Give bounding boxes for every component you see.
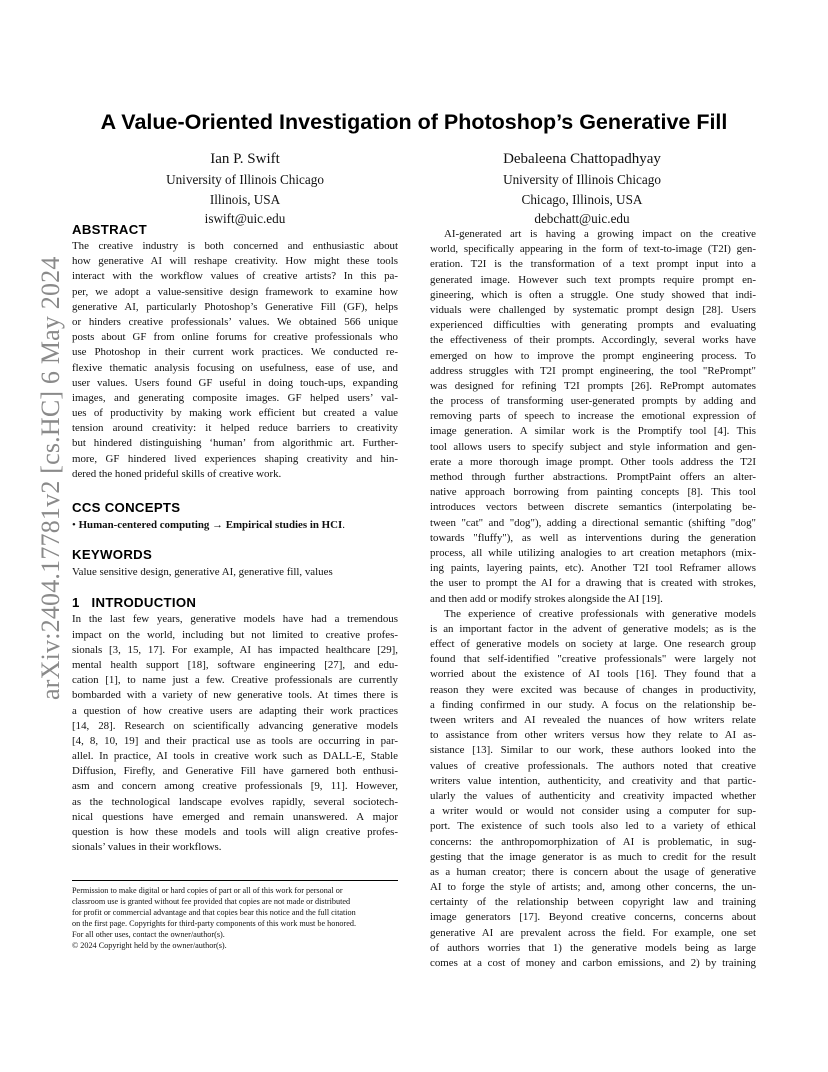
body-line: as a human creator; there is concern about the usage of generative xyxy=(430,865,756,878)
author-block-2 xyxy=(432,148,732,229)
abstract-line: but hindered distinguishing ‘human’ from algorithmic art. Further- xyxy=(72,437,398,450)
ccs-concept-line xyxy=(72,518,398,533)
author-affiliation: University of Illinois Chicago xyxy=(503,172,661,187)
intro-line: nical questions have emerged and remain unanswered. A major xyxy=(72,810,398,823)
author-name: Debaleena Chattopadhyay xyxy=(503,151,661,167)
body-line: image generators [17]. Beyond creative concerns, concerns about xyxy=(430,911,756,924)
body-line: AI to forge the style of artists; and, among other concerns, the un- xyxy=(430,881,756,894)
body-line: The experience of creative professionals with generative models xyxy=(444,607,756,620)
body-line: emerged on how to improve the prompt engineering process. To xyxy=(430,349,756,362)
intro-line: mental health support [18], software engineering [27], and edu- xyxy=(72,658,398,671)
abstract-line: images, and generating composite images. GF helped users’ val- xyxy=(72,391,398,404)
arxiv-stamp: arXiv:2404.17781v2 [cs.HC] 6 May 2024 xyxy=(36,256,65,700)
abstract-heading: ABSTRACT xyxy=(72,222,147,237)
footnote-line: classroom use is granted without fee provided that copies are not made or distributed xyxy=(72,897,351,906)
keywords-heading: KEYWORDS xyxy=(72,547,153,563)
intro-line: as the technological landscape evolves rapidly, several sociotech- xyxy=(72,795,398,808)
keywords-text: Value sensitive design, generative AI, generative fill, values xyxy=(72,566,333,579)
body-line: introduces vectors between discrete semantics (interpolating be- xyxy=(430,501,756,514)
body-line: sistance [13]. Similar to our work, these authors looked into the xyxy=(430,744,756,757)
intro-line: In the last few years, generative models have had a tremendous xyxy=(72,613,398,626)
footnote-line: on the first page. Copyrights for third-party components of this work must be honored. xyxy=(72,919,357,928)
body-line: a writer would or would not consider using a computer for sup- xyxy=(430,805,756,818)
intro-line: question is how these models and tools will align creative profes- xyxy=(72,826,398,838)
abstract-line: flexive thematic analysis focusing on usefulness, ease of use, and xyxy=(72,361,398,374)
intro-line: a question of how creative users are adapting their work practices xyxy=(72,704,398,717)
author-affiliation: University of Illinois Chicago xyxy=(166,172,324,187)
paper-title: A Value-Oriented Investigation of Photoshop’s Generative Fill xyxy=(100,110,728,134)
copyright-footnote xyxy=(72,880,398,951)
body-line: writers value intention, authenticity, and creativity and that partic- xyxy=(430,774,756,787)
body-line: ing paints, layering paints, etc). Another T2I tool Reframer allows xyxy=(430,562,756,575)
body-line: reason they were excited was because of changes in productivity, xyxy=(430,683,756,696)
body-line: a finding confirmed in our study. A focus on the relationship be- xyxy=(430,698,756,711)
body-line: concerns: the anthropomorphization of AI is problematic, in sug- xyxy=(430,835,756,848)
abstract-line: generative AI, particularly Photoshop’s Generative Fill (GF), helps xyxy=(72,300,398,313)
author-email: iswift@uic.edu xyxy=(204,211,286,226)
abstract-line: how generative AI will reshape creativity. How might these tools xyxy=(72,255,398,268)
footnote-line: for profit or commercial advantage and that copies bear this notice and the full citation xyxy=(72,908,356,917)
body-line: generative AI are prevalent across the field. For example, one set xyxy=(430,926,756,939)
intro-line: sionals [3, 15, 17]. For example, AI has impacted healthcare [29], xyxy=(72,643,398,656)
body-line: the user to prompt the AI for a drawing that is created with strokes, xyxy=(430,577,756,590)
body-line: was designed for refining T2I prompts [26]. RePrompt automates xyxy=(430,379,756,392)
intro-line: [4, 8, 10, 19] and their practical use as tools are occurring in par- xyxy=(72,734,398,747)
abstract-line: dered the honed prideful skills of creative work. xyxy=(72,467,282,480)
body-line: method through further abstractions. PromptPaint offers an alter- xyxy=(430,471,756,483)
body-line: gineering, which is often a struggle. One study showed that indi- xyxy=(430,288,756,301)
abstract-line: interact with the workflow values of creative artists? In this pa- xyxy=(72,270,398,283)
author-location: Chicago, Illinois, USA xyxy=(521,191,643,207)
bullet: • xyxy=(72,519,76,531)
footnote-line: For all other uses, contact the owner/author(s). xyxy=(72,930,225,939)
body-line: gesting that the image generator is as much to credit for the result xyxy=(430,850,756,863)
ccs-heading: CCS CONCEPTS xyxy=(72,500,181,515)
body-line: address struggles with T2I prompt engineering, the tool "RePrompt" xyxy=(430,364,756,377)
ccs-item-b: Empirical studies in HCI xyxy=(225,519,343,531)
intro-line: [14, 28]. Research on scientifically advancing generative models xyxy=(72,719,398,732)
body-line: AI-generated art is having a growing impact on the creative xyxy=(444,228,756,240)
intro-line: sionals’ values in their workflows. xyxy=(72,841,222,854)
intro-body xyxy=(72,612,398,855)
footnote-line: Permission to make digital or hard copies of part or all of this work for personal or xyxy=(72,886,343,895)
body-line: worried about the existence of AI tools [16]. They found that a xyxy=(430,668,756,681)
right-paragraph-2 xyxy=(430,607,756,972)
abstract-line: ues of productivity by making work efficient but created a value xyxy=(72,407,398,420)
body-line: the process of transforming user-generated prompts by adding and xyxy=(430,395,756,408)
arrow-icon: → xyxy=(212,519,223,531)
abstract-line: per, we adopt a value-sensitive design framework to examine how xyxy=(72,285,398,298)
abstract-line: user values. Users found GF useful in doing touch-ups, expanding xyxy=(72,376,398,389)
abstract-line: posts about GF from online forums for creative professionals who xyxy=(72,331,398,344)
abstract-line: more, GF hindered lived experiences shaping creativity and hin- xyxy=(72,452,398,465)
right-column xyxy=(430,227,756,971)
body-line: values of creative professionals. The authors noted that creative xyxy=(430,759,756,772)
body-line: is an important factor in the advent of generative models; as is the xyxy=(430,622,756,635)
body-line: removing parts of speech to increase the emotional expression of xyxy=(430,410,756,423)
body-line: process, all while utilizing analogies to art creation metaphors (mix- xyxy=(430,546,756,559)
body-line: world, specifically appearing in the form of text-to-image (T2I) gen- xyxy=(430,243,756,256)
body-line: effect of generative models on society at large. One research group xyxy=(430,638,756,651)
body-line: tween writers and AI revealed the nuances of how writers relate xyxy=(430,714,756,726)
body-line: eration. T2I is the transformation of a text prompt input into a xyxy=(430,258,756,271)
body-line: tween "cat" and "dog"), adding a directional semantic (shifting "dog" xyxy=(430,516,756,529)
author-name: Ian P. Swift xyxy=(210,151,280,167)
body-line: generated image. However such text prompts require prompt en- xyxy=(430,273,756,286)
body-line: to assistance from other writers versus how they relate to AI as- xyxy=(430,729,756,742)
intro-line: impact on the world, including but not limited to creative profes- xyxy=(72,628,398,641)
body-line: found that self-identified "creative professionals" were largely not xyxy=(430,653,756,666)
body-line: comes at a cost of money and carbon emissions, and 2) by training xyxy=(430,957,756,969)
intro-line: cation [1], to name just a few. Creative professionals are currently xyxy=(72,674,398,687)
body-line: certainty of the relationship between copyright law and training xyxy=(430,896,756,909)
author-block-1 xyxy=(95,148,395,229)
intro-heading: 1 INTRODUCTION xyxy=(72,595,197,611)
body-line: viduals were challenged by systematic prompt design [28]. Users xyxy=(430,303,756,316)
author-email: debchatt@uic.edu xyxy=(534,211,630,226)
abstract-body xyxy=(72,239,398,482)
intro-line: asm and concern among creative professionals [9, 11]. However, xyxy=(72,780,398,793)
body-line: port. The existence of such tools also led to a variety of ethical xyxy=(430,820,756,833)
ccs-item-a: Human-centered computing xyxy=(78,519,210,531)
body-line: image generation. A similar work is the Promptify tool [4]. This xyxy=(430,425,756,438)
ccs-end: . xyxy=(342,519,345,531)
left-column xyxy=(72,222,398,855)
body-line: tool allows users to specify subject and style information and gen- xyxy=(430,440,756,453)
intro-line: Diffusion, Firefly, and Generative Fill have garnered both enthusi- xyxy=(72,765,398,778)
abstract-line: tension around creativity: it helped reduce barriers to creativity xyxy=(72,422,398,435)
abstract-line: use Photoshop in their current work practices. We conducted re- xyxy=(72,346,398,359)
body-line: ularly the values of authenticity and creativity impacted whether xyxy=(430,789,756,802)
footnote-line: © 2024 Copyright held by the owner/author(s). xyxy=(72,941,227,950)
body-line: experienced difficulties with generating prompts and evaluating xyxy=(430,319,756,332)
right-paragraph-1 xyxy=(430,227,756,607)
intro-line: allel. In practice, AI tools in creative work such as DALL-E, Stable xyxy=(72,750,398,763)
body-line: the effectiveness of their prompts. Accordingly, several works have xyxy=(430,334,756,347)
body-line: erate a more thorough image prompt. Other tools address the T2I xyxy=(430,455,756,468)
author-location: Illinois, USA xyxy=(209,191,281,207)
abstract-line: The creative industry is both concerned and enthusiastic about xyxy=(72,240,398,252)
footnote-rule xyxy=(72,880,398,881)
body-line: of authors worries that 1) the generative models being as large xyxy=(430,941,756,954)
intro-line: bombarded with a variety of new generative tools. At times there is xyxy=(72,689,398,702)
abstract-line: or hinders creative professionals’ values. We obtained 566 unique xyxy=(72,315,398,328)
body-line: native approach borrowing from painting concepts [8]. This tool xyxy=(430,486,756,499)
body-line: towards "fluffy"), as well as interventions during the generation xyxy=(430,531,756,544)
body-line: and then add or modify strokes alongside the AI [19]. xyxy=(430,592,663,605)
